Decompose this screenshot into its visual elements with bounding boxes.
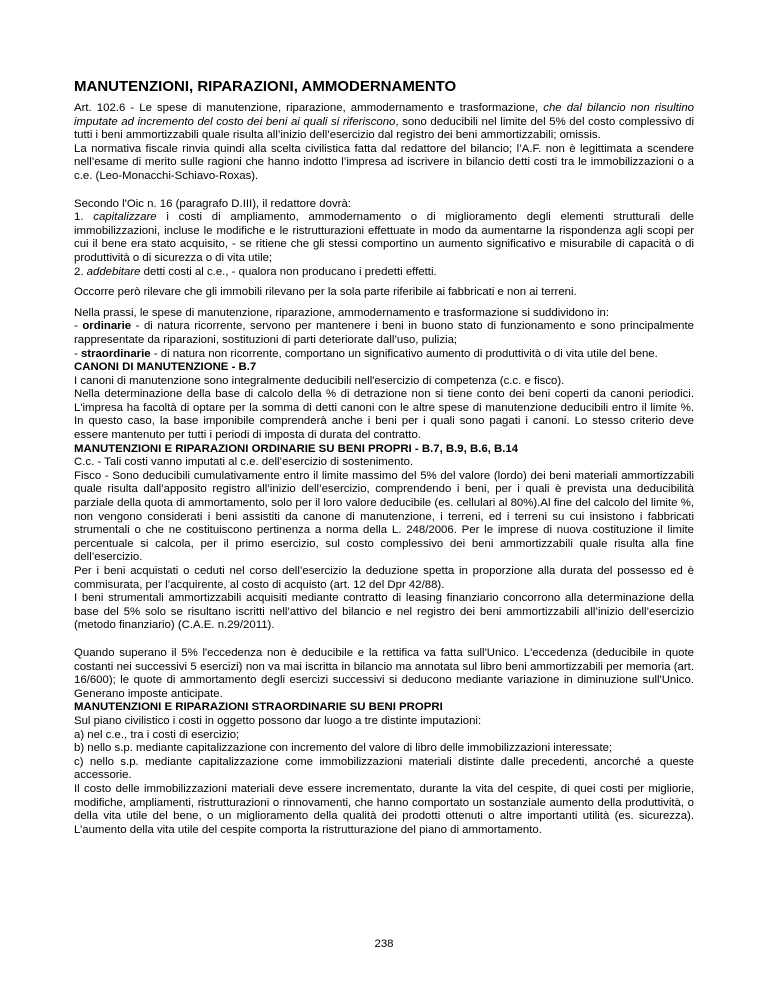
oic-item-1-num: 1. — [74, 211, 94, 224]
ordinarie-acquistati: Per i beni acquistati o ceduti nel corso dell’esercizio la deduzione spetta in proporzione alla durata del possesso ed è commisurata, per l’acquirente, al costo di acquisto (art. 12 del Dpr 42/88). — [74, 565, 694, 591]
straordinarie-c: c) nello s.p. mediante capitalizzazione come immobilizzazioni materiali distinte dalle precedenti, ancorché a queste accessorie. — [74, 755, 694, 782]
canoni-p1: I canoni di manutenzione sono integralmente deducibili nell'esercizio di competenza (c.c. e fisco). — [74, 374, 565, 387]
oic-item-1-text: i costi di ampliamento, ammodernamento o di miglioramento degli elementi strutturali delle immobilizzazioni, incluse le modifiche e le ristrutturazioni effettuate in modo da aumentarne la rispondenza agli scopi per cui il bene era stato acquisito, - se ritiene che gli stessi comportino un aumento significativo e misurabile di capacità o di produttività o di sicurezza o di vita utile; — [74, 211, 695, 264]
ordinarie-label: ordinarie — [82, 320, 132, 333]
ordinarie-leasing: I beni strumentali ammortizzabili acquisiti mediante contratto di leasing finanziario concorrono alla determinazione della base del 5% solo se risultano iscritti nell’attivo del bilancio e nel registro dei beni ammortizzabili all’inizio dell’esercizio (metodo finanziario) (C.A.E. n.29/2011). — [74, 592, 694, 632]
ordinarie-cc: C.c. - Tali costi vanno imputati al c.e. dell’esercizio di sostenimento. — [74, 456, 414, 469]
oic-item-2-keyword: addebitare — [86, 265, 141, 278]
normativa-paragraph: La normativa fiscale rinvia quindi alla scelta civilistica fatta dal redattore del bilancio; l’A.F. non è legittimata a scendere nell’esame di merito sulle ragioni che hanno indotto l’impresa ad iscrivere in bilancio detti costi tra le immobilizzazioni o a c.e. (Leo-Monacchi-Schiavo-Roxas). — [74, 142, 694, 182]
oic-item-1-keyword: capitalizzare — [93, 211, 157, 224]
art-lead: Art. 102.6 - Le spese di manutenzione, riparazione, ammodernamento e trasformazione, — [74, 102, 544, 114]
oic-item-2 — [74, 266, 694, 280]
straordinarie-text: - di natura non ricorrente, comportano un significativo aumento di produttività o di vita utile del bene. — [150, 347, 658, 360]
canoni-heading: CANONI DI MANUTENZIONE - B.7 — [74, 361, 257, 374]
straordinarie-a: a) nel c.e., tra i costi di esercizio; — [74, 728, 240, 741]
prassi-straordinarie — [74, 348, 694, 362]
immobili-note: Occorre però rilevare che gli immobili rilevano per la sola parte riferibile ai fabbricati e non ai terreni. — [74, 286, 577, 299]
page-number: 238 — [374, 938, 394, 950]
oic-item-2-num: 2. — [74, 265, 87, 278]
oic-item-1 — [74, 211, 694, 265]
straordinarie-heading: MANUTENZIONI E RIPARAZIONI STRAORDINARIE SU BENI PROPRI — [74, 701, 443, 714]
straordinarie-lead: Sul piano civilistico i costi in oggetto possono dar luogo a tre distinte imputazioni: — [74, 714, 482, 727]
straordinarie-b: b) nello s.p. mediante capitalizzazione con incremento del valore di libro delle immobilizzazioni interessate; — [74, 742, 613, 755]
ordinarie-fisco: Fisco - Sono deducibili cumulativamente entro il limite massimo del 5% del valore (lordo) dei beni materiali ammortizzabili quale risulta dall’apposito registro all’inizio dell’esercizio, comprendendo i beni, per i quali è prevista una deducibilità parziale della quota di ammortamento, solo per il loro valore deducibile (es. cellulari al 80%).Al fine del calcolo del limite %, non vengono considerati i beni assistiti da canone di manutenzione, i terreni, ed i terreni su cui insistono i fabbricati strumentali o che ne costituiscono pertinenza a norma della L. 248/2006. Per le imprese di nuova costituzione il limite percentuale si calcola, per il primo esercizio, sul costo complessivo dei beni ammortizzabili quale risulta alla fine dell’esercizio. — [74, 469, 694, 564]
ordinarie-heading: MANUTENZIONI E RIPARAZIONI ORDINARIE SU BENI PROPRI - B.7, B.9, B.6, B.14 — [74, 442, 519, 455]
oic-item-2-text: detti costi al c.e., - qualora non producano i predetti effetti. — [140, 265, 437, 278]
oic-lead: Secondo l'Oic n. 16 (paragrafo D.III), il redattore dovrà: — [74, 197, 351, 210]
straordinarie-paragraph: Il costo delle immobilizzazioni materiali deve essere incrementato, durante la vita del cespite, di quei costi per migliorie, modifiche, ampliamenti, ristrutturazioni o rinnovamenti, che hanno comportato un sostanziale aumento della produttività, o della vita utile del bene, o un miglioramento della qualità dei prodotti ottenuti o altre importanti utilità (es. sicurezza). L’aumento della vita utile del cespite comporta la ristrutturazione del piano di ammortamento. — [74, 782, 694, 836]
ordinarie-text: - di natura ricorrente, servono per mantenere i beni in buono stato di funzionamento e sono principalmente rappresentate da riparazioni, sostituzioni di parti deteriorate dall’uso, pulizia; — [74, 320, 694, 346]
canoni-p2: Nella determinazione della base di calcolo della % di detrazione non si tiene conto dei beni coperti da canoni periodici. L'impresa ha facoltà di optare per la somma di detti canoni con le altre spese di manutenzione deducibili entro il limite %. In questo caso, la base imponibile comprenderà anche i beni per i quali sono pagati i canoni. Lo stesso criterio deve essere mantenuto per tutti i periodi di imposta di durata del contratto. — [74, 388, 694, 442]
dash: - — [74, 320, 83, 333]
art-italic: che dal bilancio non risultino imputate ad incremento del costo dei beni ai quali si riferiscono — [74, 102, 695, 128]
document-body — [74, 78, 694, 837]
prassi-lead: Nella prassi, le spese di manutenzione, riparazione, ammodernamento e trasformazione si suddividono in: — [74, 306, 610, 319]
art-102-paragraph — [74, 102, 694, 143]
page-title: MANUTENZIONI, RIPARAZIONI, AMMODERNAMENTO — [74, 78, 457, 95]
ordinarie-eccedenza: Quando superano il 5% l'eccedenza non è deducibile e la rettifica va fatta sull'Unico. L'eccedenza (deducibile in quote costanti nei successivi 5 esercizi) non va mai iscritta in bilancio ma annotata sul libro beni ammortizzabili per memoria (art. 16/600); le quote di ammortamento degli esercizi successivi si deducono mediante variazione in diminuzione sull'Unico. Generano imposte anticipate. — [74, 646, 694, 700]
prassi-ordinarie — [74, 320, 694, 347]
art-tail: , sono deducibili nel limite del 5% del costo complessivo di tutti i beni ammortizzabili quale risulta all’inizio dell’esercizio dal registro dei beni ammortizzabili; omissis. — [74, 115, 694, 142]
straordinarie-label: straordinarie — [80, 347, 151, 360]
dash: - — [74, 347, 81, 360]
